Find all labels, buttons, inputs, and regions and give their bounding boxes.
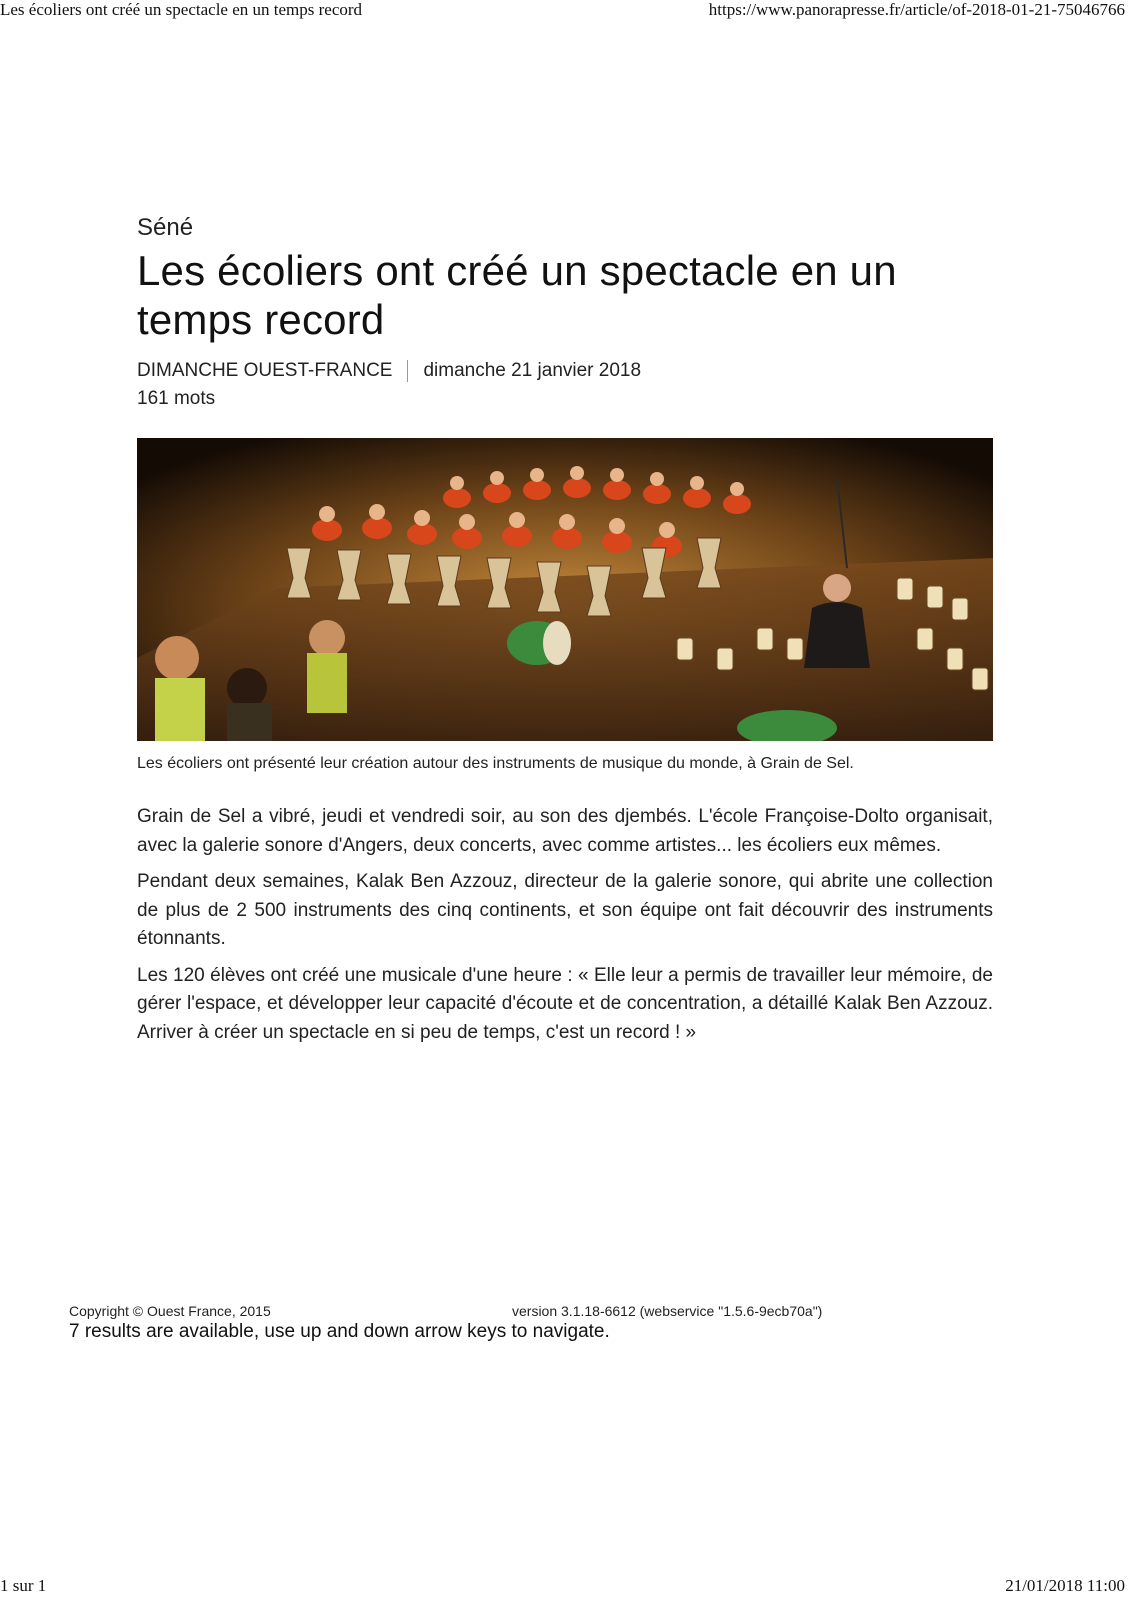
article-headline: Les écoliers ont créé un spectacle en un temps record [137,247,897,343]
article-paragraph: Les 120 élèves ont créé une musicale d'une heure : « Elle leur a permis de travailler leur mémoire, de gérer l'espace, et développer leur capacité d'écoute et de concentration, a détaillé Kalak Ben Azzouz. Arriver à créer un spectacle en si peu de temps, c'est un record ! » [137,964,993,1043]
meta-divider [407,360,408,382]
article-body [137,803,993,1047]
article-photo [137,438,993,741]
photo-caption: Les écoliers ont présenté leur création autour des instruments de musique du monde, à Grain de Sel. [137,755,854,772]
article-word-count: 161 mots [137,388,216,409]
print-datetime: 21/01/2018 11:00 [1005,1576,1125,1595]
article-source: DIMANCHE OUEST-FRANCE [137,360,393,381]
article-section: Séné [137,214,194,241]
version-info: version 3.1.18-6612 (webservice "1.5.6-9ecb70a") [512,1303,823,1319]
print-page-title: Les écoliers ont créé un spectacle en un temps record [0,0,363,19]
article-paragraph: Grain de Sel a vibré, jeudi et vendredi soir, au son des djembés. L'école Françoise-Dolto organisait, avec la galerie sonore d'Angers, deux concerts, avec comme artistes... les écoliers eux mêmes. [137,806,993,856]
print-page-number: 1 sur 1 [0,1576,47,1595]
print-header [0,0,1131,20]
print-page-url: https://www.panorapresse.fr/article/of-2018-01-21-75046766 [708,0,1125,19]
concert-photo-illustration [137,438,993,741]
article-paragraph: Pendant deux semaines, Kalak Ben Azzouz, directeur de la galerie sonore, qui abrite une collection de plus de 2 500 instruments des cinq continents, et son équipe ont fait découvrir des instruments étonnants. [137,871,993,949]
article-date: dimanche 21 janvier 2018 [423,360,642,381]
autocomplete-status: 7 results are available, use up and down arrow keys to navigate. [69,1321,610,1342]
print-footer [0,1576,1131,1596]
article-meta [137,360,993,382]
article [137,214,993,1055]
copyright-notice: Copyright © Ouest France, 2015 [69,1303,271,1319]
site-footer [69,1303,969,1319]
